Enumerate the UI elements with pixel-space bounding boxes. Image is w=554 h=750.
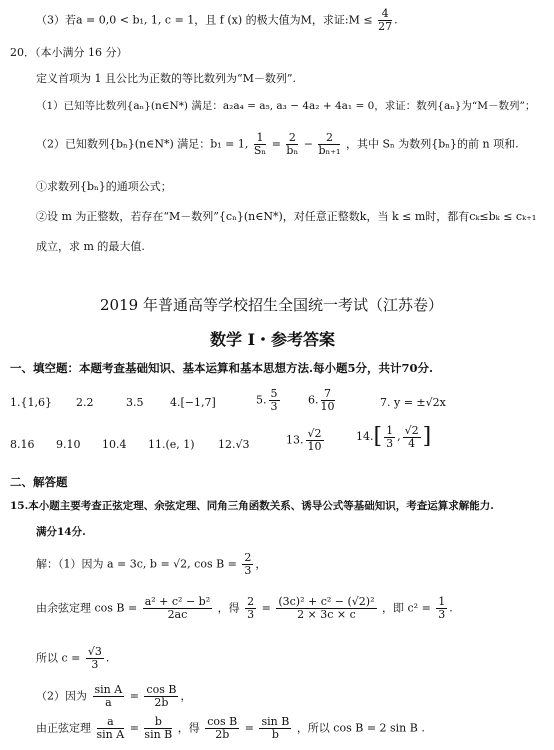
answer-14: 14.[ $\frac{1}{3}$ , $\frac{√2}{4}$ ] [356, 423, 432, 450]
question-20-sub2: ②设 m 为正整数，若存在“M－数列”{cₙ}(n∈N*)，对任意正整数k，当 k ≤ m时，都有cₖ≤bₖ ≤ cₖ₊₁ [36, 210, 537, 223]
section-2-heading: 二、解答题 [10, 475, 68, 489]
question-19-part3: （3）若a = 0,0 < b₁, 1, c = 1，且 f (x) 的极大值为M，求证:M ≤ $\frac{4}{27}$ . [36, 7, 398, 34]
solution-part2: （2）因为 $\frac{\text{sin A}}{a}$ = $\frac{\text{cos B}}{2b}$ ， [36, 683, 192, 710]
answer-5: 5. $\frac{5}{3}$ [256, 387, 278, 414]
solution-part1: 解：（1）因为 a = 3c, b = √2, cos B = $\frac{2}{3}$ ， [36, 551, 267, 578]
question-20-sub2-end: 成立，求 m 的最大值. [36, 240, 145, 253]
question-15-heading: 15.本小题主要考查正弦定理、余弦定理、同角三角函数关系、诱导公式等基础知识，考查运算求解能力. [10, 500, 494, 512]
answer-11: 11.(e, 1) [148, 438, 195, 451]
answer-10: 10.4 [102, 438, 127, 451]
answer-13: 13. $\frac{√2}{10}$ [286, 427, 322, 454]
answer-7: 7. y = ±√2x [380, 396, 446, 409]
fraction: $\frac{2}{\text{bₙ}}$ [286, 131, 299, 158]
answer-8: 8.16 [10, 438, 35, 451]
question-20-definition: 定义首项为 1 且公比为正数的等比数列为“M－数列”. [36, 72, 296, 85]
answer-2: 2.2 [76, 396, 94, 409]
fraction: $\frac{4}{27}$ [378, 7, 393, 34]
result-c-line: 所以 c = $\frac{√3}{3}$ . [36, 645, 110, 672]
sine-law-line: 由正弦定理 $\frac{a}{\text{sin A}}$ = $\frac{b}{\text{sin B}}$ ，得 $\frac{\text{cos B}}{2b}$ = $\frac{\text{sin B}}{b}$ ，所以 cos B = 2 sin B . [36, 715, 425, 742]
section-1-heading: 一、填空题：本题考查基础知识、基本运算和基本思想方法.每小题5分，共计70分. [10, 361, 434, 375]
answer-6: 6. $\frac{7}{10}$ [308, 387, 335, 414]
answer-title: 2019 年普通高等学校招生全国统一考试（江苏卷） [100, 296, 443, 314]
question-20-sub1: ①求数列{bₙ}的通项公式； [36, 180, 172, 193]
question-20-header: 20．（本小满分 16 分） [10, 46, 128, 59]
cosine-law-line: 由余弦定理 cos B = $\frac{\text{a² + c² − b²}}{2ac}$ ，得 $\frac{2}{3}$ = $\frac{\text{(3c)² + c² − (√2)²}}{2 \times 3c \times c}$ ，即 c² = $\frac{1}{3}$ . [36, 595, 453, 622]
fraction: $\frac{1}{\text{Sₙ}}$ [253, 131, 267, 158]
question-20-part1: （1）已知等比数列{aₙ}(n∈N*) 满足：a₂a₄ = a₅, a₃ − 4a₂ + 4a₁ = 0，求证：数列{aₙ}为“M－数列”； [36, 100, 536, 112]
answer-3: 3.5 [126, 396, 144, 409]
answer-4: 4.[−1,7] [170, 396, 216, 409]
answer-9: 9.10 [56, 438, 81, 451]
answer-1: 1.{1,6} [10, 396, 52, 409]
question-15-score: 满分14分. [36, 526, 86, 538]
question-20-part2: （2）已知数列{bₙ}(n∈N*) 满足：b₁ = 1, $\frac{1}{\text{Sₙ}}$ = $\frac{2}{\text{bₙ}}$ − $\frac{2}{\text{bₙ₊₁}}$ ，其中 Sₙ 为数列{bₙ}的前 n 项和. [36, 131, 519, 158]
fraction: $\frac{2}{\text{bₙ₊₁}}$ [318, 131, 341, 158]
answer-12: 12.√3 [218, 438, 250, 451]
answer-subtitle: 数学 Ⅰ・参考答案 [210, 330, 336, 349]
